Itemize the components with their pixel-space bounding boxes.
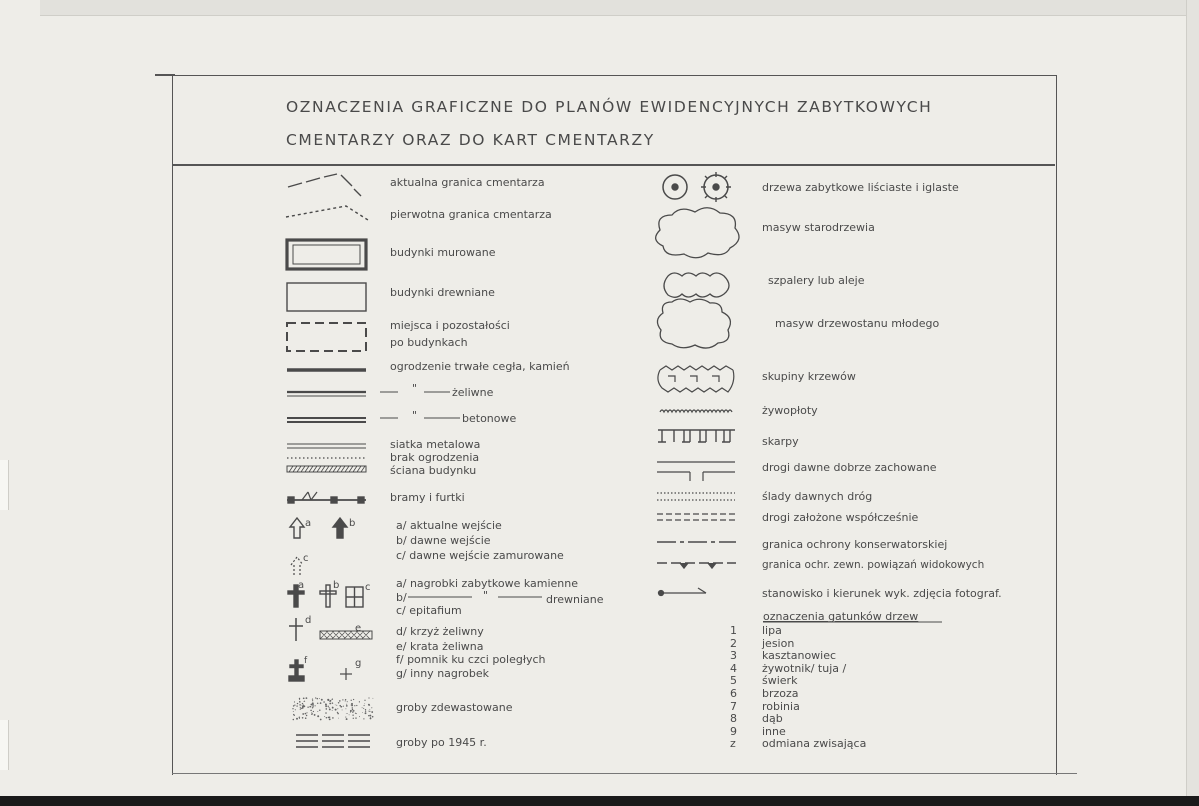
ditto-betonowe: " [412, 409, 418, 422]
stipple-dot [317, 698, 319, 700]
label-drzewa: drzewa zabytkowe liściaste i iglaste [762, 181, 959, 194]
species-code: 3 [730, 649, 737, 663]
view-connection-boundary-symbol [657, 563, 736, 568]
label-sciana: ściana budynku [390, 464, 477, 477]
stipple-dot [324, 716, 325, 717]
stipple-dot [329, 701, 330, 702]
species-header: oznaczenia gatunków drzew [763, 610, 919, 623]
stipple-dot [305, 717, 307, 719]
stipple-dot [302, 713, 304, 715]
stipple-dot [313, 711, 314, 712]
stone-grave-symbol [288, 585, 304, 607]
stipple-dot [343, 706, 344, 707]
stipple-dot [329, 708, 331, 710]
letter-e: e [355, 623, 362, 634]
species-name: jesion [762, 636, 795, 650]
stipple-dot [327, 699, 329, 701]
stipple-dot [319, 709, 320, 710]
stipple-dot [365, 712, 367, 714]
stipple-dot [363, 708, 364, 709]
label-siatka: siatka metalowa [390, 438, 481, 451]
species-code: 7 [730, 699, 737, 713]
species-name: odmiana zwisająca [762, 737, 867, 751]
stipple-dot [337, 708, 338, 709]
stipple-dot [294, 704, 295, 705]
letter-a-grave: a [298, 580, 305, 591]
stipple-dot [352, 711, 353, 712]
label-krata: e/ krata żeliwna [396, 640, 484, 653]
label-pierwotna-granica: pierwotna granica cmentarza [390, 208, 552, 221]
species-code: 2 [730, 636, 737, 650]
title-line-2: CMENTARZY ORAZ DO KART CMENTARZY [286, 131, 655, 149]
stipple-dot [345, 699, 346, 700]
stipple-dot [312, 700, 313, 701]
stipple-dot [359, 716, 360, 717]
label-pomnik: f/ pomnik ku czci poległych [396, 653, 546, 666]
species-name: inne [762, 724, 786, 738]
label-ogrodzenie-trwale: ogrodzenie trwałe cegła, kamień [390, 360, 570, 373]
label-wejscie-c: c/ dawne wejście zamurowane [396, 549, 564, 562]
species-code: 6 [730, 687, 737, 700]
stipple-dot [312, 706, 313, 707]
stipple-dot [329, 703, 331, 705]
stipple-dot [354, 705, 355, 706]
cast-iron-grille-symbol [320, 631, 372, 639]
stipple-dot [312, 704, 314, 706]
post-1945-graves-symbol [296, 735, 370, 747]
stipple-dot [371, 707, 372, 708]
stipple-dot [351, 700, 352, 701]
species-code: 8 [730, 712, 737, 726]
label-nagrobki-a: a/ nagrobki zabytkowe kamienne [396, 577, 579, 590]
species-name: kasztanowiec [762, 649, 837, 663]
stipple-dot [345, 708, 346, 709]
stipple-dot [347, 713, 348, 714]
devastated-graves-symbol [292, 697, 373, 720]
stipple-dot [307, 706, 308, 707]
stipple-dot [335, 709, 337, 711]
label-aktualna-granica: aktualna granica cmentarza [390, 176, 545, 189]
stipple-dot [346, 705, 348, 707]
stipple-dot [365, 711, 366, 712]
stipple-dot [319, 698, 320, 699]
stipple-dot [347, 701, 348, 702]
stipple-dot [350, 710, 352, 712]
stipple-dot [372, 716, 374, 718]
alley-symbol [664, 273, 729, 297]
letter-b-grave: b [333, 580, 340, 591]
stipple-dot [315, 697, 316, 698]
stipple-dot [292, 708, 293, 709]
stipple-dot [314, 714, 316, 716]
stipple-dot [359, 701, 360, 702]
stipple-dot [325, 706, 327, 708]
label-groby-zdewastowane: groby zdewastowane [396, 701, 513, 714]
label-groby-po-1945: groby po 1945 r. [396, 736, 487, 749]
species-code: 9 [730, 724, 737, 738]
stipple-dot [329, 717, 330, 718]
species-name: świerk [762, 674, 798, 688]
species-name: dąb [762, 712, 783, 726]
stipple-dot [336, 705, 337, 706]
stipple-dot [323, 701, 325, 703]
masonry-building-symbol [287, 240, 366, 269]
stipple-dot [349, 714, 350, 715]
letter-a-entrance: a [305, 518, 312, 529]
stipple-dot [302, 703, 303, 704]
stipple-dot [338, 718, 339, 719]
species-code: z [730, 737, 736, 751]
stipple-dot [332, 710, 333, 711]
stipple-dot [303, 697, 305, 699]
stipple-dot [365, 709, 366, 710]
label-budynki-drewniane: budynki drewniane [390, 286, 495, 299]
old-road-traces-symbol [657, 493, 735, 500]
stipple-dot [300, 705, 301, 706]
original-boundary-symbol [286, 206, 368, 220]
stipple-dot [320, 702, 322, 704]
label-nagrobki-c: c/ epitafium [396, 604, 462, 617]
stipple-dot [317, 711, 318, 712]
building-remains-symbol [287, 323, 366, 351]
other-grave-symbol [340, 668, 352, 680]
label-stanowisko: stanowisko i kierunek wyk. zdjęcia fotograf. [762, 587, 1002, 600]
cast-iron-fence-symbol [287, 392, 450, 396]
stipple-dot [337, 713, 339, 715]
wooden-grave-symbol [320, 585, 336, 607]
stipple-dot [372, 712, 373, 713]
stipple-dot [369, 711, 370, 712]
stipple-dot [338, 702, 340, 704]
stipple-dot [315, 705, 316, 706]
stipple-dot [300, 708, 301, 709]
stipple-dot [368, 697, 369, 698]
stipple-dot [310, 706, 311, 707]
stipple-dot [332, 707, 333, 708]
entrance-former-symbol [333, 518, 347, 538]
stipple-dot [352, 707, 353, 708]
stipple-dot [341, 706, 342, 707]
stipple-dot [364, 703, 365, 704]
species-name: brzoza [762, 687, 799, 700]
label-masyw-mlodego: masyw drzewostanu młodego [775, 317, 940, 330]
stipple-dot [353, 699, 354, 700]
shrub-group-symbol [658, 366, 734, 392]
stipple-dot [317, 715, 319, 717]
letter-d: d [305, 615, 312, 626]
species-code: 5 [730, 674, 737, 688]
stipple-dot [306, 697, 308, 699]
stipple-dot [302, 705, 303, 706]
stipple-dot [299, 699, 300, 700]
label-wejscie-b: b/ dawne wejście [396, 534, 491, 547]
stipple-dot [310, 710, 312, 712]
stipple-dot [342, 699, 343, 700]
stipple-dot [346, 713, 347, 714]
label-szpalery: szpalery lub aleje [768, 274, 865, 287]
stipple-dot [293, 711, 294, 712]
stipple-dot [346, 718, 348, 720]
stipple-dot [299, 701, 300, 702]
stipple-dot [317, 703, 318, 704]
ditto-zeliwne: " [412, 382, 418, 395]
wooden-building-symbol [287, 283, 366, 311]
label-wejscie-a: a/ aktualne wejście [396, 519, 502, 532]
stipple-dot [353, 718, 354, 719]
label-inny: g/ inny nagrobek [396, 667, 490, 680]
current-boundary-symbol [288, 174, 361, 196]
stipple-dot [351, 704, 353, 706]
stipple-dot [311, 713, 313, 715]
label-budynki-murowane: budynki murowane [390, 246, 496, 259]
gates-symbol [287, 492, 366, 503]
stipple-dot [345, 717, 346, 718]
stipple-dot [303, 705, 304, 706]
stipple-dot [328, 717, 330, 719]
label-zeliwne: żeliwne [452, 386, 494, 399]
stipple-dot [339, 700, 341, 702]
concrete-fence-symbol [287, 418, 460, 422]
stipple-dot [325, 708, 327, 710]
stipple-dot [362, 707, 363, 708]
species-name: robinia [762, 699, 800, 713]
stipple-dot [364, 705, 365, 706]
stipple-dot [346, 704, 347, 705]
young-tree-stand-symbol [657, 299, 730, 348]
stipple-dot [325, 704, 327, 706]
species-code: 1 [730, 624, 737, 637]
cast-iron-cross-symbol [289, 618, 303, 641]
entrance-walled-symbol [291, 557, 303, 575]
stipple-dot [327, 706, 328, 707]
label-skupiny: skupiny krzewów [762, 370, 856, 383]
species-name: żywotnik/ tuja / [762, 661, 847, 675]
label-granica-ochrony: granica ochrony konserwatorskiej [762, 538, 948, 551]
species-code: 4 [730, 661, 737, 675]
label-skarpy: skarpy [762, 435, 799, 448]
stipple-dot [329, 707, 330, 708]
stipple-dot [297, 703, 298, 704]
stipple-dot [295, 709, 296, 710]
stipple-dot [355, 713, 356, 714]
stipple-dot [293, 719, 295, 721]
label-nagrobki-b-prefix: b/ [396, 591, 407, 604]
stipple-dot [299, 718, 300, 719]
stipple-dot [299, 717, 301, 719]
old-tree-stand-symbol [656, 208, 739, 258]
stipple-dot [368, 715, 369, 716]
stipple-dot [353, 710, 355, 712]
label-bramy: bramy i furtki [390, 491, 465, 504]
label-miejsca-2: po budynkach [390, 336, 468, 349]
stipple-dot [369, 709, 370, 710]
letter-c-grave: c [365, 582, 371, 593]
stipple-dot [321, 699, 323, 701]
label-nagrobki-b: drewniane [546, 593, 604, 606]
letter-b-entrance: b [349, 518, 356, 529]
slopes-symbol [658, 430, 735, 442]
stipple-dot [293, 705, 295, 707]
stipple-dot [352, 709, 353, 710]
stipple-dot [369, 715, 371, 717]
stipple-dot [311, 704, 312, 705]
stipple-dot [331, 699, 332, 700]
deciduous-tree-symbol [663, 175, 687, 199]
photo-direction-symbol [659, 588, 707, 596]
stipple-dot [294, 715, 295, 716]
letter-f: f [304, 656, 308, 666]
label-masyw-starodrzewia: masyw starodrzewia [762, 221, 875, 234]
stipple-dot [296, 705, 297, 706]
stipple-dot [355, 717, 356, 718]
stipple-dot [345, 700, 346, 701]
stipple-dot [356, 705, 357, 706]
label-miejsca-1: miejsca i pozostałości [390, 319, 510, 332]
stipple-dot [362, 712, 363, 713]
stipple-dot [329, 718, 331, 720]
label-slady: ślady dawnych dróg [762, 490, 873, 503]
epitaph-symbol [346, 587, 363, 607]
species-name: lipa [762, 624, 782, 637]
wire-mesh-symbol [287, 444, 366, 448]
stipple-dot [312, 698, 313, 699]
stipple-dot [370, 717, 371, 718]
stipple-dot [320, 719, 322, 721]
stipple-dot [351, 705, 352, 706]
stipple-dot [326, 717, 327, 718]
hedge-symbol [660, 410, 732, 412]
entrance-current-symbol [290, 518, 304, 538]
new-road-symbol [657, 514, 735, 520]
letter-c-entrance: c [303, 553, 309, 564]
memorial-symbol [289, 660, 304, 681]
stipple-dot [306, 712, 307, 713]
stipple-dot [300, 707, 301, 708]
label-brak: brak ogrodzenia [390, 451, 480, 464]
coniferous-tree-symbol [701, 172, 731, 202]
stipple-dot [335, 704, 336, 705]
label-betonowe: betonowe [462, 412, 517, 425]
old-road-symbol [657, 462, 735, 481]
stipple-dot [342, 709, 343, 710]
stipple-dot [294, 701, 295, 702]
stipple-dot [325, 712, 327, 714]
stipple-dot [332, 717, 334, 719]
stipple-dot [301, 708, 302, 709]
stipple-dot [302, 717, 304, 719]
title-line-1: OZNACZENIA GRAFICZNE DO PLANÓW EWIDENCYJNYCH ZABYTKOWYCH [286, 98, 933, 116]
stipple-dot [339, 705, 341, 707]
label-zywoploty: żywopłoty [762, 404, 818, 417]
label-drogi-wspolczesne: drogi założone współcześnie [762, 511, 919, 524]
stipple-dot [299, 702, 300, 703]
stipple-dot [299, 704, 300, 705]
stipple-dot [352, 715, 353, 716]
label-nagrobki-b-ditto: " [483, 589, 489, 602]
stipple-dot [304, 701, 305, 702]
stipple-dot [296, 718, 298, 720]
stipple-dot [368, 704, 370, 706]
stipple-dot [368, 711, 369, 712]
stipple-dot [363, 718, 364, 719]
stipple-dot [305, 713, 307, 715]
label-drogi-dawne: drogi dawne dobrze zachowane [762, 461, 937, 474]
stipple-dot [364, 700, 365, 701]
stipple-dot [332, 702, 334, 704]
letter-g: g [355, 658, 362, 669]
label-granica-powiazan: granica ochr. zewn. powiązań widokowych [762, 559, 985, 571]
stipple-dot [306, 715, 307, 716]
stipple-dot [372, 698, 373, 699]
label-krzyz: d/ krzyż żeliwny [396, 625, 484, 638]
